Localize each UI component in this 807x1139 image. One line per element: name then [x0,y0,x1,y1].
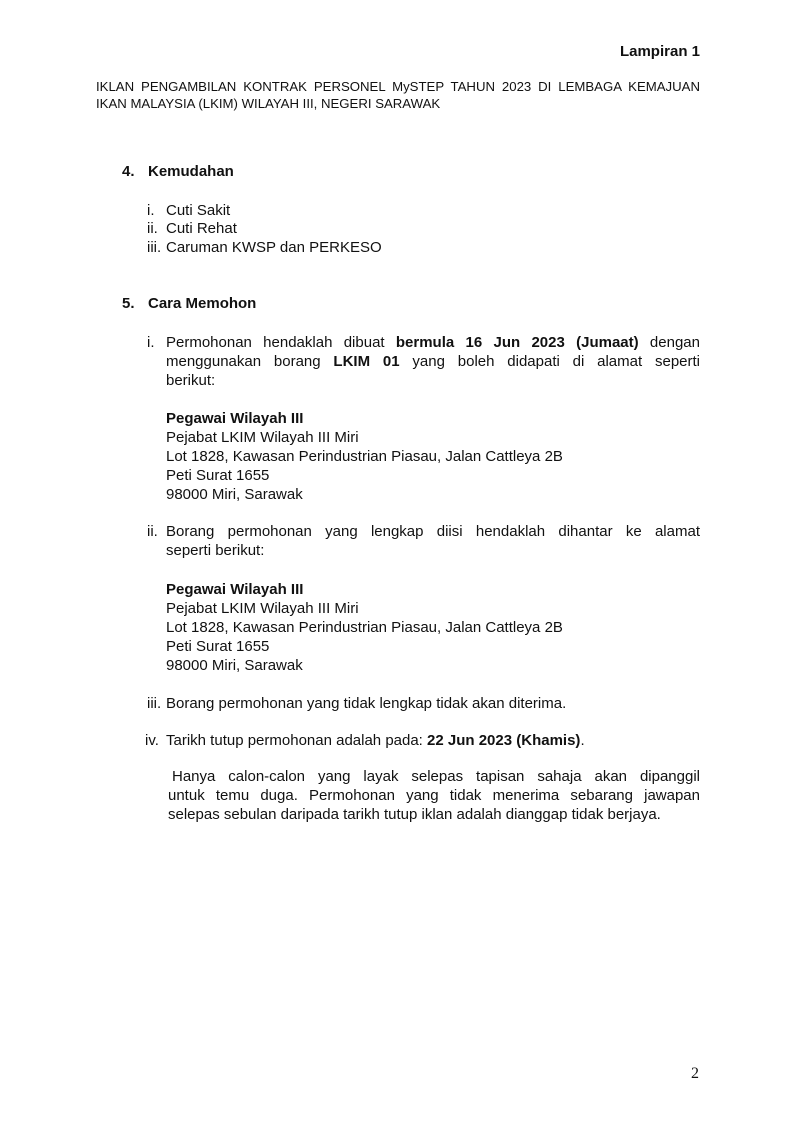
facility-marker: iii. [147,239,162,256]
step-marker: i. [147,334,155,351]
text: dengan [638,334,700,351]
note-line: untuk temu duga. Permohonan yang tidak menerima sebarang jawapan [168,787,700,804]
text: yang boleh didapati di alamat seperti [399,353,700,370]
step-1-line-1 [166,333,700,352]
facility-marker: i. [147,202,155,219]
attachment-label: Lampiran 1 [619,43,700,60]
section-4-number: 4. [122,163,135,180]
address-line: Pejabat LKIM Wilayah III Miri [166,429,359,446]
address-line: Pejabat LKIM Wilayah III Miri [166,600,359,617]
address-line: Lot 1828, Kawasan Perindustrian Piasau, Jalan Cattleya 2B [166,448,563,465]
address-line: Lot 1828, Kawasan Perindustrian Piasau, Jalan Cattleya 2B [166,619,563,636]
text: menggunakan borang [166,353,334,370]
document-title-line-1: IKLAN PENGAMBILAN KONTRAK PERSONEL MySTEP TAHUN 2023 DI LEMBAGA KEMAJUAN [96,79,700,94]
closing-date: 22 Jun 2023 (Khamis) [427,732,581,749]
facility-item: Caruman KWSP dan PERKESO [166,239,382,256]
page-number: 2 [691,1065,699,1082]
address-line: 98000 Miri, Sarawak [166,486,303,503]
facility-item: Cuti Rehat [166,220,237,237]
step-3-text: Borang permohonan yang tidak lengkap tidak akan diterima. [166,695,567,712]
address-recipient: Pegawai Wilayah III [166,581,304,598]
section-5-number: 5. [122,295,135,312]
note-line: Hanya calon-calon yang layak selepas tapisan sahaja akan dipanggil [172,768,700,785]
step-marker: iv. [145,732,159,749]
address-line: Peti Surat 1655 [166,467,270,484]
document-title-line-2: IKAN MALAYSIA (LKIM) WILAYAH III, NEGERI SARAWAK [96,96,441,111]
address-line: 98000 Miri, Sarawak [166,657,303,674]
facility-marker: ii. [147,220,158,237]
step-marker: iii. [147,695,162,712]
facility-item: Cuti Sakit [166,202,231,219]
section-5-heading: Cara Memohon [148,295,257,312]
text: . [580,732,585,749]
step-4-text [166,731,585,750]
step-2-line-2: seperti berikut: [166,542,265,559]
text: Permohonan hendaklah dibuat [166,334,396,351]
section-4-heading: Kemudahan [148,163,234,180]
start-date: bermula 16 Jun 2023 (Jumaat) [395,334,639,351]
step-2-line-1: Borang permohonan yang lengkap diisi hendaklah dihantar ke alamat [166,523,700,540]
note-line: selepas sebulan daripada tarikh tutup iklan adalah dianggap tidak berjaya. [168,806,661,823]
form-code: LKIM 01 [333,353,400,370]
address-line: Peti Surat 1655 [166,638,270,655]
step-1-line-2 [166,352,700,371]
step-1-line-3: berikut: [166,372,216,389]
step-marker: ii. [147,523,158,540]
address-recipient: Pegawai Wilayah III [166,410,304,427]
text: Tarikh tutup permohonan adalah pada: [166,732,428,749]
